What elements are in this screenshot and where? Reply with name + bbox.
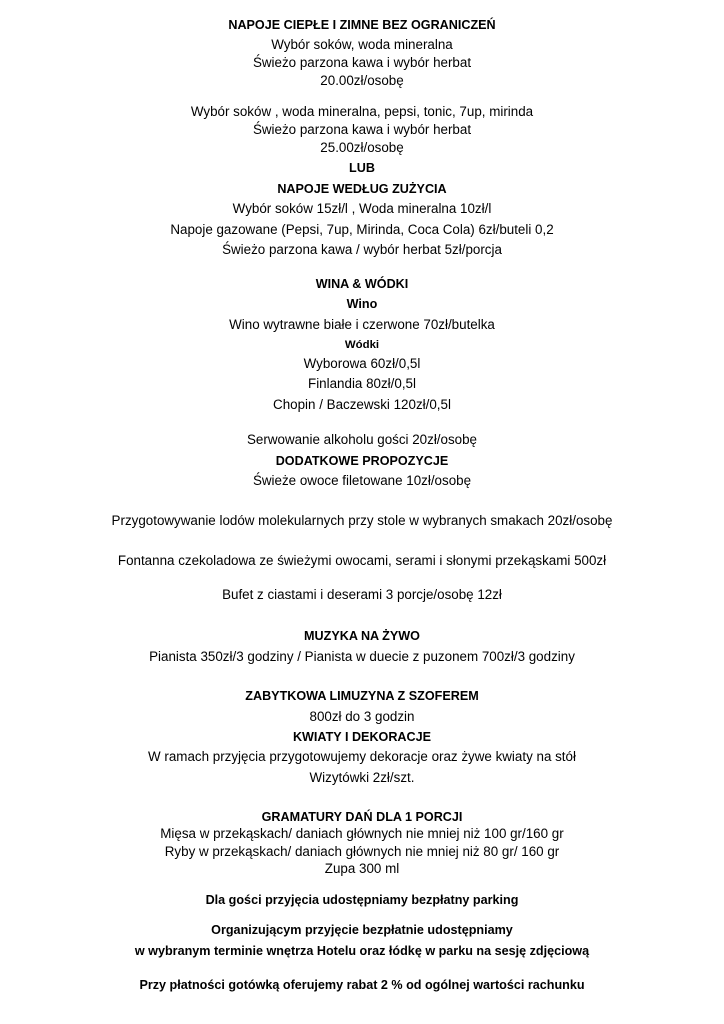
limo-item: 800zł do 3 godzin <box>309 709 415 724</box>
usage-item: Świeżo parzona kawa / wybór herbat 5zł/porcja <box>222 242 502 257</box>
photo-session-note: Organizującym przyjęcie bezpłatnie udostępniamy <box>211 923 513 937</box>
package-a-line: Wybór soków, woda mineralna <box>271 37 453 52</box>
portions-item: Ryby w przekąskach/ daniach głównych nie mniej niż 80 gr/ 160 gr <box>164 844 560 859</box>
alcohol-service: Serwowanie alkoholu gości 20zł/osobę <box>246 432 477 447</box>
music-item: Pianista 350zł/3 godziny / Pianista w duecie z puzonem 700zł/3 godziny <box>149 649 575 664</box>
package-b-price: 25.00zł/osobę <box>320 140 404 155</box>
vodka-heading: Wódki <box>344 339 380 351</box>
extras-item: Bufet z ciastami i deserami 3 porcje/osobę 12zł <box>222 587 502 602</box>
alcohol-heading: WINA & WÓDKI <box>315 277 409 291</box>
extras-heading: DODATKOWE PROPOZYCJE <box>275 454 449 468</box>
package-a-line: Świeżo parzona kawa i wybór herbat <box>252 55 472 70</box>
drinks-heading: NAPOJE CIEPŁE I ZIMNE BEZ OGRANICZEŃ <box>228 18 496 32</box>
portions-item: Mięsa w przekąskach/ daniach głównych nie mniej niż 100 gr/160 gr <box>160 826 564 841</box>
vodka-item: Finlandia 80zł/0,5l <box>308 376 416 391</box>
usage-heading: NAPOJE WEDŁUG ZUŻYCIA <box>277 182 447 196</box>
extras-item: Świeże owoce filetowane 10zł/osobę <box>252 473 472 488</box>
portions-heading: GRAMATURY DAŃ DLA 1 PORCJI <box>261 810 463 824</box>
photo-session-note: w wybranym terminie wnętrza Hotelu oraz łódkę w parku na sesję zdjęciową <box>134 944 590 958</box>
flowers-item: W ramach przyjęcia przygotowujemy dekoracje oraz żywe kwiaty na stół <box>148 749 576 764</box>
discount-note: Przy płatności gotówką oferujemy rabat 2 % od ogólnej wartości rachunku <box>139 978 585 992</box>
limo-heading: ZABYTKOWA LIMUZYNA Z SZOFEREM <box>245 689 479 703</box>
vodka-item: Wyborowa 60zł/0,5l <box>303 356 421 371</box>
parking-note: Dla gości przyjęcia udostępniamy bezpłatny parking <box>205 893 519 907</box>
package-b-line: Świeżo parzona kawa i wybór herbat <box>252 122 472 137</box>
package-a-price: 20.00zł/osobę <box>320 73 404 88</box>
flowers-heading: KWIATY I DEKORACJE <box>292 730 432 744</box>
wine-heading: Wino <box>346 297 378 311</box>
wine-item: Wino wytrawne białe i czerwone 70zł/butelka <box>229 317 495 332</box>
flowers-item: Wizytówki 2zł/szt. <box>309 770 415 785</box>
package-b-line: Wybór soków , woda mineralna, pepsi, tonic, 7up, mirinda <box>190 104 534 119</box>
music-heading: MUZYKA NA ŻYWO <box>304 629 420 643</box>
usage-item: Napoje gazowane (Pepsi, 7up, Mirinda, Coca Cola) 6zł/buteli 0,2 <box>170 222 554 237</box>
usage-item: Wybór soków 15zł/l , Woda mineralna 10zł/l <box>232 201 492 216</box>
extras-item: Przygotowywanie lodów molekularnych przy stole w wybranych smakach 20zł/osobę <box>111 513 613 528</box>
or-label: LUB <box>349 161 375 175</box>
extras-item: Fontanna czekoladowa ze świeżymi owocami, serami i słonymi przekąskami 500zł <box>117 553 607 568</box>
vodka-item: Chopin / Baczewski 120zł/0,5l <box>273 397 451 412</box>
portions-item: Zupa 300 ml <box>324 861 400 876</box>
